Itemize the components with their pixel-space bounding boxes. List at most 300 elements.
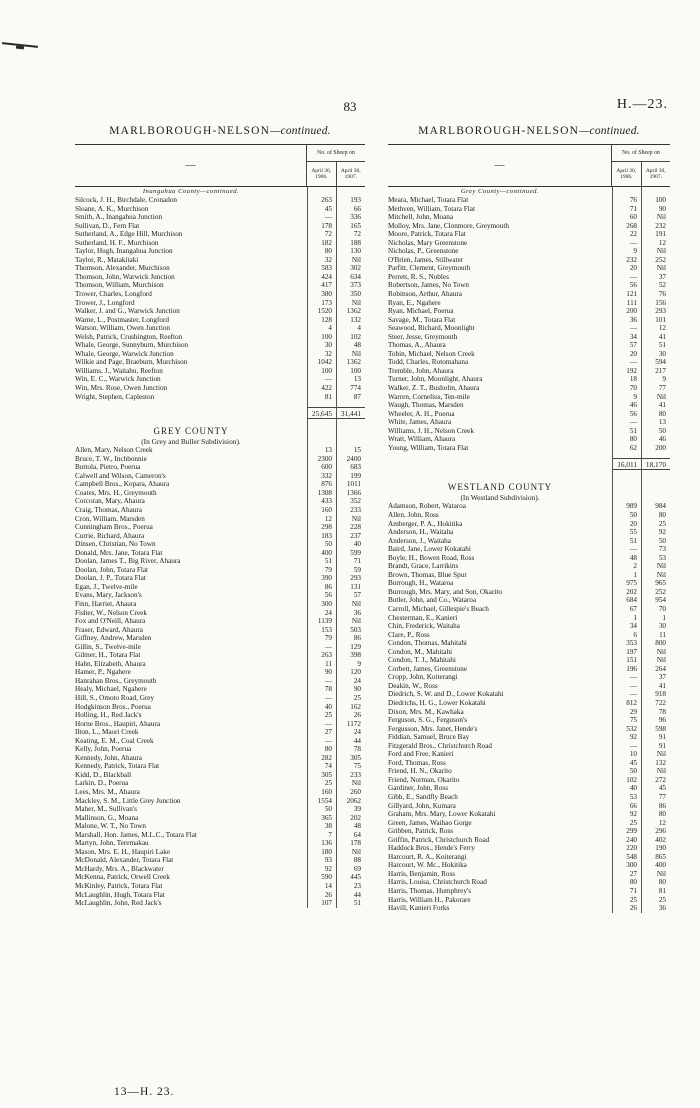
- sheep-1906: 263: [321, 196, 332, 204]
- owner-name: Baird, Jane, Lower Kokatahi: [388, 545, 471, 554]
- left-column: [75, 122, 365, 908]
- sheep-1907: Nil: [656, 264, 666, 273]
- owner-name: Welsh, Patrick, Crushington, Reefton: [75, 332, 183, 341]
- table-row: [388, 870, 670, 879]
- sheep-1906: 390: [321, 574, 332, 583]
- sheep-1907: 445: [350, 873, 361, 882]
- sheep-1906: 1042: [317, 358, 332, 367]
- table-row: [75, 367, 365, 376]
- owner-name: Diedrichs, H. G., Lower Kokatahi: [388, 698, 486, 707]
- table-row: [388, 819, 670, 828]
- sheep-1907: 954: [655, 596, 666, 605]
- sheep-1907: 233: [350, 770, 361, 779]
- sheep-1907: Nil: [656, 750, 666, 759]
- table-row: [388, 767, 670, 776]
- owner-name: Young, William, Totara Flat: [388, 443, 469, 452]
- sheep-1907: 594: [655, 358, 666, 367]
- owner-name: Currie, Richard, Ahaura: [75, 531, 145, 540]
- sheep-1907: 41: [658, 401, 666, 410]
- sheep-1906: 51: [629, 536, 637, 545]
- table-row: [75, 358, 365, 367]
- table-row: [75, 839, 365, 848]
- table-row: [388, 648, 670, 657]
- owner-name: Haddock Bros., Hende's Ferry: [388, 844, 475, 853]
- table-row: [75, 489, 365, 498]
- owner-name: Smith, A., Inangahua Junction: [75, 213, 163, 222]
- sheep-1906: 93: [324, 856, 332, 865]
- table-row: [75, 299, 365, 308]
- owner-name: Moore, Patrick, Totara Flat: [388, 230, 466, 239]
- sheep-1906: 353: [626, 639, 637, 648]
- table-row: [388, 878, 670, 887]
- sheep-1907: 73: [658, 545, 666, 554]
- table-row: [388, 844, 670, 853]
- sheep-1907: 634: [350, 272, 361, 281]
- sheep-1906: 25: [324, 779, 332, 788]
- table-row: [75, 583, 365, 592]
- sheep-1906: 70: [629, 384, 637, 393]
- sheep-1907: 86: [658, 801, 666, 810]
- sheep-1906: 2: [633, 562, 637, 571]
- table-row: [388, 341, 670, 350]
- sheep-1907: 129: [350, 642, 361, 651]
- owner-name: Sutherland, A., Edge Hill, Murchison: [75, 230, 183, 239]
- owner-name: Corbett, James, Greenstone: [388, 664, 468, 673]
- sheep-1906: 18: [629, 375, 637, 384]
- table-row: [388, 802, 670, 811]
- sheep-1906: 45: [629, 758, 637, 767]
- sheep-1906: 90: [324, 668, 332, 677]
- owner-name: Condon, T. J., Mahitahi: [388, 656, 456, 665]
- owner-name: Hamer, P., Ngahere: [75, 668, 131, 677]
- total-1907: 31,441: [337, 407, 365, 419]
- table-row: [75, 634, 365, 643]
- sheep-1906: 26: [629, 904, 637, 913]
- year-1907-header: April 30, 1907.: [641, 162, 671, 186]
- sheep-1906: 40: [629, 784, 637, 793]
- sheep-1906: 50: [629, 510, 637, 519]
- sheep-1907: 683: [350, 463, 361, 472]
- sheep-1906: —: [324, 213, 332, 222]
- table-row: [388, 827, 670, 836]
- sheep-1907: 71: [353, 557, 361, 566]
- sheep-1907: 130: [350, 247, 361, 256]
- sheep-1906: 7: [328, 830, 332, 839]
- owner-name: Adamson, Robert, Wataroa: [388, 502, 466, 511]
- sheep-1906: 160: [321, 505, 332, 514]
- sheep-1906: 9: [633, 247, 637, 256]
- table-row: [75, 651, 365, 660]
- table-row: [388, 690, 670, 699]
- sheep-1907: 87: [353, 392, 361, 401]
- sheep-1906: 34: [629, 622, 637, 631]
- sheep-1907: 37: [658, 272, 666, 281]
- sheep-1907: 77: [658, 384, 666, 393]
- table-row: [388, 605, 670, 614]
- sheep-1907: 352: [350, 497, 361, 506]
- owner-name: Taylor, R., Matakitaki: [75, 255, 139, 264]
- sheep-1906: 400: [321, 548, 332, 557]
- owner-name: Thomson, Alexander, Murchison: [75, 264, 170, 273]
- owner-name: Gillin, S., Twelve-mile: [75, 642, 141, 651]
- sheep-1907: 599: [350, 548, 361, 557]
- sheep-1907: 30: [658, 622, 666, 631]
- sheep-1906: 192: [626, 366, 637, 375]
- owner-name: Giffney, Andrew, Marsden: [75, 634, 152, 643]
- sheep-1906: 153: [321, 625, 332, 634]
- owner-name: Fiddian, Samuel, Bruce Bay: [388, 733, 470, 742]
- table-row: [388, 393, 670, 402]
- name-column-header: —: [494, 160, 505, 171]
- sheep-1906: 45: [324, 204, 332, 213]
- table-row: [75, 822, 365, 831]
- sheep-1907: Nil: [351, 298, 361, 307]
- sheep-1906: 27: [324, 728, 332, 737]
- total-label: [75, 407, 308, 419]
- sheep-1906: 25: [629, 818, 637, 827]
- owner-name: Ilton, L., Maori Creek: [75, 728, 139, 737]
- owner-name: Maher, M., Sullivan's: [75, 805, 137, 814]
- table-row: [75, 617, 365, 626]
- owner-name: Harcourt, R. A., Koiterangi: [388, 852, 467, 861]
- year-1906-header: April 30, 1906.: [311, 167, 332, 180]
- table-row: [388, 350, 670, 359]
- sheep-1907: 86: [353, 634, 361, 643]
- sheep-1907: 80: [658, 810, 666, 819]
- table-row: [75, 865, 365, 874]
- sheep-1906: —: [629, 238, 637, 247]
- sheep-1906: 590: [321, 873, 332, 882]
- left-title-suffix: —continued.: [270, 125, 331, 137]
- table-row: [75, 694, 365, 703]
- table-row: [388, 896, 670, 905]
- table-row: [75, 728, 365, 737]
- table-row: [388, 358, 670, 367]
- sheep-1907: 162: [350, 702, 361, 711]
- table-row: [75, 273, 365, 282]
- table-row: [388, 716, 670, 725]
- sheep-1906: 12: [324, 514, 332, 523]
- owner-name: Ford, Thomas, Ross: [388, 758, 446, 767]
- page-footer: 13—H. 23.: [114, 1086, 175, 1098]
- owner-name: Evans, Mary, Jackson's: [75, 591, 142, 600]
- owner-name: Calwell and Wilson, Cameron's: [75, 471, 166, 480]
- owner-name: Fitzgerald Bros., Christchurch Road: [388, 741, 493, 750]
- owner-name: Williams, J. H., Nelson Creek: [388, 426, 474, 435]
- sheep-1906: 51: [629, 426, 637, 435]
- table-row: [75, 685, 365, 694]
- left-column-title: [75, 122, 365, 140]
- sheep-1907: 350: [350, 290, 361, 299]
- table-row: [388, 264, 670, 273]
- sheep-1907: 91: [658, 741, 666, 750]
- sheep-1907: Nil: [656, 869, 666, 878]
- owner-name: Griffin, Patrick, Christchurch Road: [388, 835, 490, 844]
- sheep-1907: 76: [658, 290, 666, 299]
- sheep-1906: 80: [324, 247, 332, 256]
- sheep-1907: 30: [658, 349, 666, 358]
- sheep-1906: —: [629, 741, 637, 750]
- table-row: [388, 699, 670, 708]
- sheep-1906: —: [629, 358, 637, 367]
- table-row: [388, 256, 670, 265]
- sheep-1907: 46: [658, 435, 666, 444]
- table-row: [388, 614, 670, 623]
- table-row: [75, 324, 365, 333]
- owner-name: McLaughlin, John, Red Jack's: [75, 899, 162, 908]
- sheep-1907: 774: [350, 384, 361, 393]
- sheep-1906: 180: [321, 847, 332, 856]
- owner-name: Harris, Thomas, Humphrey's: [388, 887, 472, 896]
- owner-name: Nicholas, Mary Greenstone: [388, 238, 468, 247]
- table-row: [75, 307, 365, 316]
- sheep-1906: 1: [633, 613, 637, 622]
- sheep-1907: 264: [655, 664, 666, 673]
- sheep-1907: 191: [655, 230, 666, 239]
- owner-name: Mallinson, G., Moana: [75, 813, 139, 822]
- owner-name: Methven, William, Totara Flat: [388, 204, 475, 213]
- sheep-1906: 46: [629, 401, 637, 410]
- owner-name: McHardy, Mrs. A., Blackwater: [75, 864, 164, 873]
- table-row: [75, 600, 365, 609]
- table-row: [75, 848, 365, 857]
- sheep-1907: 15: [353, 446, 361, 455]
- owner-name: Green, James, Waihao Gorge: [388, 818, 472, 827]
- sheep-1906: 32: [324, 255, 332, 264]
- sheep-1906: 71: [629, 204, 637, 213]
- table-row: [388, 759, 670, 768]
- owner-name: Ryan, E., Ngahere: [388, 298, 441, 307]
- sheep-1907: 336: [350, 213, 361, 222]
- sheep-1907: 1172: [346, 719, 361, 728]
- sheep-1906: 107: [321, 899, 332, 908]
- table-row: [388, 324, 670, 333]
- sheep-1907: 78: [658, 707, 666, 716]
- total-row: [388, 458, 670, 470]
- sheep-1906: 13: [324, 446, 332, 455]
- owner-name: Harris, Benjamin, Ross: [388, 869, 456, 878]
- sheep-1906: 2300: [317, 454, 332, 463]
- owner-name: Hahn, Elizabeth, Ahaura: [75, 659, 146, 668]
- table-row: [388, 861, 670, 870]
- sheep-1906: 298: [321, 523, 332, 532]
- table-row: [75, 668, 365, 677]
- sheep-1906: 200: [626, 307, 637, 316]
- owner-name: Ryan, Michael, Poerua: [388, 307, 454, 316]
- table-row: [388, 537, 670, 546]
- year-1906-header: April 30, 1906.: [616, 167, 637, 180]
- sheep-1907: 865: [655, 852, 666, 861]
- sheep-1906: —: [629, 673, 637, 682]
- table-row: [388, 596, 670, 605]
- sheep-1907: 305: [350, 753, 361, 762]
- sheep-1906: 29: [629, 707, 637, 716]
- sheep-1907: Nil: [351, 847, 361, 856]
- sheep-1907: 9: [357, 659, 361, 668]
- table-row: [388, 511, 670, 520]
- sheep-1906: 24: [324, 608, 332, 617]
- owner-name: McKinley, Patrick, Totara Flat: [75, 882, 163, 891]
- sheep-1906: 202: [626, 587, 637, 596]
- owner-name: Win, Mrs. Rose, Owen Junction: [75, 384, 168, 393]
- sheep-1906: 424: [321, 272, 332, 281]
- owner-name: Savage, M., Totara Flat: [388, 315, 456, 324]
- right-table-body: [388, 187, 670, 913]
- table-row: [75, 703, 365, 712]
- sheep-1906: 975: [626, 579, 637, 588]
- table-row: [75, 899, 365, 908]
- owner-name: Wilkie and Page, Braeburn, Murchison: [75, 358, 188, 367]
- sheep-1906: —: [324, 642, 332, 651]
- sheep-1906: 100: [321, 332, 332, 341]
- spacer: [388, 470, 670, 482]
- sheep-1907: 302: [350, 264, 361, 273]
- owner-name: Butler, John, and Co., Wataroa: [388, 596, 477, 605]
- owner-name: O'Brien, James, Stillwater: [388, 255, 464, 264]
- table-row: [75, 205, 365, 214]
- total-1907: 18,170: [642, 458, 670, 470]
- sheep-1906: 989: [626, 502, 637, 511]
- table-row: [388, 444, 670, 453]
- owner-name: Boyle, H., Bowen Road, Ross: [388, 553, 475, 562]
- table-row: [75, 643, 365, 652]
- sheep-1906: 282: [321, 753, 332, 762]
- sheep-1906: 50: [324, 805, 332, 814]
- owner-name: Win, E. C., Warwick Junction: [75, 375, 161, 384]
- total-label: [388, 458, 613, 470]
- sheep-1906: 62: [629, 443, 637, 452]
- sheep-1906: 876: [321, 480, 332, 489]
- table-row: [75, 882, 365, 891]
- owner-name: Walker, Z. T., Busholm, Ahaura: [388, 384, 480, 393]
- table-row: [388, 307, 670, 316]
- sheep-1907: 26: [353, 711, 361, 720]
- sheep-1907: Nil: [656, 392, 666, 401]
- owner-name: Gibb, E., Sandfly Beach: [388, 793, 458, 801]
- sheep-1907: 23: [353, 882, 361, 891]
- sheep-1906: 75: [629, 716, 637, 725]
- sheep-1906: 92: [629, 810, 637, 819]
- table-row: [388, 588, 670, 597]
- table-row: [388, 836, 670, 845]
- sheep-1906: 365: [321, 813, 332, 822]
- table-row: [75, 891, 365, 900]
- sheep-1906: 380: [321, 290, 332, 299]
- owner-name: Silcock, J. H., Birchdale, Cronadon: [75, 196, 178, 204]
- table-row: [75, 393, 365, 402]
- table-row: [75, 873, 365, 882]
- sheep-1906: —: [324, 676, 332, 685]
- table-row: [75, 515, 365, 524]
- sheep-1907: 188: [350, 238, 361, 247]
- owner-name: Ford and Free, Kanieri: [388, 750, 454, 759]
- sheep-1907: 36: [353, 608, 361, 617]
- table-row: [388, 639, 670, 648]
- sheep-1907: 66: [353, 204, 361, 213]
- sheep-1907: 918: [655, 690, 666, 699]
- sheep-1907: 217: [655, 366, 666, 375]
- table-row: [75, 341, 365, 350]
- table-row: [75, 506, 365, 515]
- sheep-1907: Nil: [656, 656, 666, 665]
- table-row: [75, 711, 365, 720]
- sheep-1907: 25: [353, 693, 361, 702]
- sheep-1906: 160: [321, 788, 332, 796]
- owner-name: Ferguson, S. G., Ferguson's: [388, 716, 468, 725]
- owner-name: Gardiner, John, Ross: [388, 784, 449, 793]
- sheep-1906: 196: [626, 664, 637, 673]
- sheep-1907: Nil: [656, 562, 666, 571]
- sheep-1907: 4: [357, 324, 361, 333]
- owner-name: Dixon, Mrs. M., Kawhaka: [388, 707, 464, 716]
- year-1907-header: April 30, 1907.: [336, 162, 366, 186]
- right-title-text: MARLBOROUGH-NELSON: [418, 125, 580, 137]
- sheep-1906: 36: [629, 315, 637, 324]
- sheep-1906: 600: [321, 463, 332, 472]
- sheep-1907: 36: [658, 904, 666, 913]
- table-row: [388, 853, 670, 862]
- table-row: [75, 805, 365, 814]
- owner-name: Horne Bros., Haupiri, Ahaura: [75, 719, 161, 728]
- table-row: [75, 480, 365, 489]
- sheep-1906: 10: [629, 750, 637, 759]
- sheep-1907: 598: [655, 724, 666, 733]
- owner-name: Seawood, Richard, Moonlight: [388, 324, 475, 333]
- sheep-1907: 722: [655, 698, 666, 707]
- sheep-1906: 1520: [317, 307, 332, 316]
- table-row: [75, 574, 365, 583]
- sheep-1906: 299: [626, 827, 637, 836]
- sheep-1907: Nil: [656, 767, 666, 776]
- sheep-1907: 90: [353, 685, 361, 694]
- owner-name: Doolan, John, Totara Flat: [75, 565, 149, 574]
- table-row: [388, 793, 670, 802]
- table-row: [75, 463, 365, 472]
- table-row: [388, 725, 670, 734]
- table-row: [75, 660, 365, 669]
- section-heading: WESTLAND COUNTY: [447, 482, 553, 493]
- page-number: 83: [343, 99, 357, 114]
- sheep-1906: 173: [321, 298, 332, 307]
- table-row: [388, 418, 670, 427]
- table-row: [75, 771, 365, 780]
- sheep-1906: 66: [629, 801, 637, 810]
- sheep-1907: 102: [350, 332, 361, 341]
- table-row: [388, 401, 670, 410]
- sheep-1907: 50: [658, 426, 666, 435]
- sheep-1907: 100: [350, 366, 361, 375]
- sheep-1907: 11: [659, 630, 666, 639]
- sheep-1906: 102: [626, 775, 637, 784]
- owner-name: Marshall, Hon. James, M.L.C., Totara Flat: [75, 830, 197, 839]
- owner-name: Steer, Jesse, Greymouth: [388, 332, 458, 341]
- sheep-1906: 27: [629, 869, 637, 878]
- sheep-1907: 25: [658, 895, 666, 904]
- table-row: [75, 856, 365, 865]
- table-row: [75, 591, 365, 600]
- sheep-1906: 300: [321, 599, 332, 608]
- sheep-1907: 70: [658, 604, 666, 613]
- table-row: [75, 222, 365, 231]
- sheep-1906: —: [629, 272, 637, 281]
- owner-name: Finn, Harriet, Ahaura: [75, 599, 137, 608]
- owner-name: Robertson, James, No Town: [388, 281, 470, 290]
- sheep-1907: 237: [350, 531, 361, 540]
- table-row: [388, 562, 670, 571]
- sheep-1907: 100: [655, 196, 666, 204]
- table-row: [75, 455, 365, 464]
- sheep-1906: 532: [626, 724, 637, 733]
